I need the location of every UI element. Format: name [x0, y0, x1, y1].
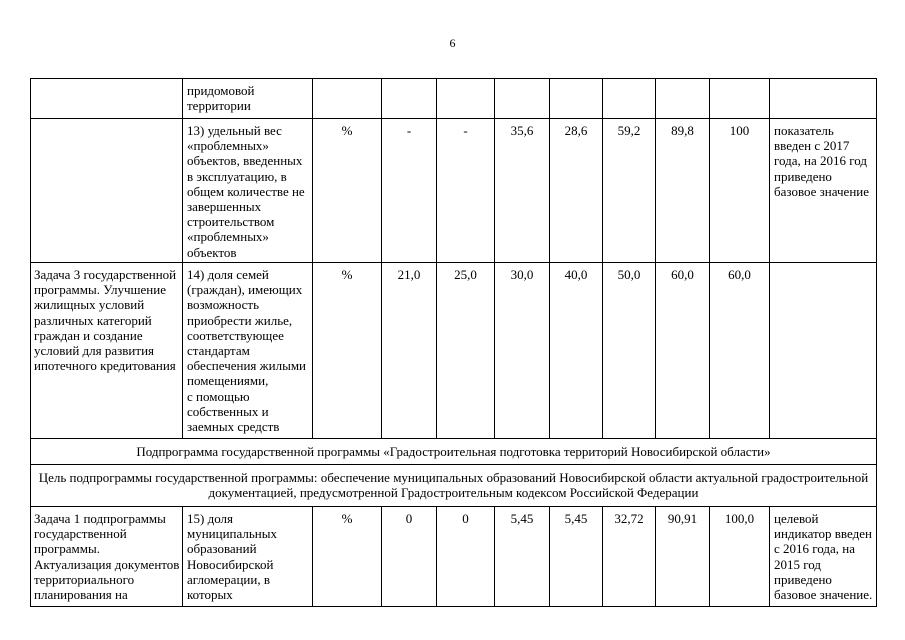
value-cell: 59,2 — [603, 119, 656, 263]
subprogram-goal: Цель подпрограммы государственной программы: обеспечение муниципальных образований Новосибирской области актуальной градостроительной документацией, предусмотренной Градостроительным кодексом Российской Федерации — [31, 465, 877, 507]
value-cell — [382, 79, 437, 119]
value-cell: 0 — [382, 507, 437, 607]
value-cell: 5,45 — [550, 507, 603, 607]
unit-cell: % — [313, 263, 382, 439]
value-cell: - — [382, 119, 437, 263]
task-cell: Задача 1 подпрограммы государственной программы. Актуализация документов территориального планирования на — [31, 507, 183, 607]
value-cell: 50,0 — [603, 263, 656, 439]
value-cell — [656, 79, 710, 119]
value-cell — [437, 79, 495, 119]
value-cell: 100 — [710, 119, 770, 263]
indicator-cell: 15) доля муниципальных образований Новосибирской агломерации, в которых — [183, 507, 313, 607]
value-cell: 35,6 — [495, 119, 550, 263]
value-cell: 60,0 — [710, 263, 770, 439]
value-cell — [603, 79, 656, 119]
value-cell: 32,72 — [603, 507, 656, 607]
task-cell — [31, 79, 183, 119]
unit-cell: % — [313, 507, 382, 607]
unit-cell: % — [313, 119, 382, 263]
note-cell: целевой индикатор введен с 2016 года, на 2015 год приведено базовое значение. — [770, 507, 877, 607]
note-cell — [770, 263, 877, 439]
note-cell — [770, 79, 877, 119]
subprogram-title: Подпрограмма государственной программы «Градостроительная подготовка территорий Новосибирской области» — [31, 439, 877, 465]
value-cell: 60,0 — [656, 263, 710, 439]
table-row — [31, 263, 877, 439]
value-cell: 28,6 — [550, 119, 603, 263]
value-cell: 30,0 — [495, 263, 550, 439]
table-row — [31, 119, 877, 263]
indicators-table — [30, 78, 877, 607]
value-cell: 21,0 — [382, 263, 437, 439]
subprogram-title-row — [31, 439, 877, 465]
note-cell: показатель введен с 2017 года, на 2016 год приведено базовое значение — [770, 119, 877, 263]
value-cell: 100,0 — [710, 507, 770, 607]
indicator-cell: 14) доля семей (граждан), имеющих возможность приобрести жилье, соответствующее стандартам обеспечения жилыми помещениями, с помощью собственных и заемных средств — [183, 263, 313, 439]
indicator-cell: 13) удельный вес «проблемных» объектов, введенных в эксплуатацию, в общем количестве не завершенных строительством «проблемных» объектов — [183, 119, 313, 263]
value-cell: 0 — [437, 507, 495, 607]
value-cell: 40,0 — [550, 263, 603, 439]
subprogram-goal-row — [31, 465, 877, 507]
value-cell — [710, 79, 770, 119]
value-cell: 5,45 — [495, 507, 550, 607]
value-cell: - — [437, 119, 495, 263]
task-cell: Задача 3 государственной программы. Улучшение жилищных условий различных категорий граждан и создание условий для развития ипотечного кредитования — [31, 263, 183, 439]
table-row — [31, 79, 877, 119]
page-number: 6 — [449, 36, 456, 50]
value-cell — [495, 79, 550, 119]
task-cell — [31, 119, 183, 263]
value-cell — [550, 79, 603, 119]
value-cell: 89,8 — [656, 119, 710, 263]
value-cell: 25,0 — [437, 263, 495, 439]
table-row — [31, 507, 877, 607]
indicator-cell: придомовой территории — [183, 79, 313, 119]
unit-cell — [313, 79, 382, 119]
value-cell: 90,91 — [656, 507, 710, 607]
